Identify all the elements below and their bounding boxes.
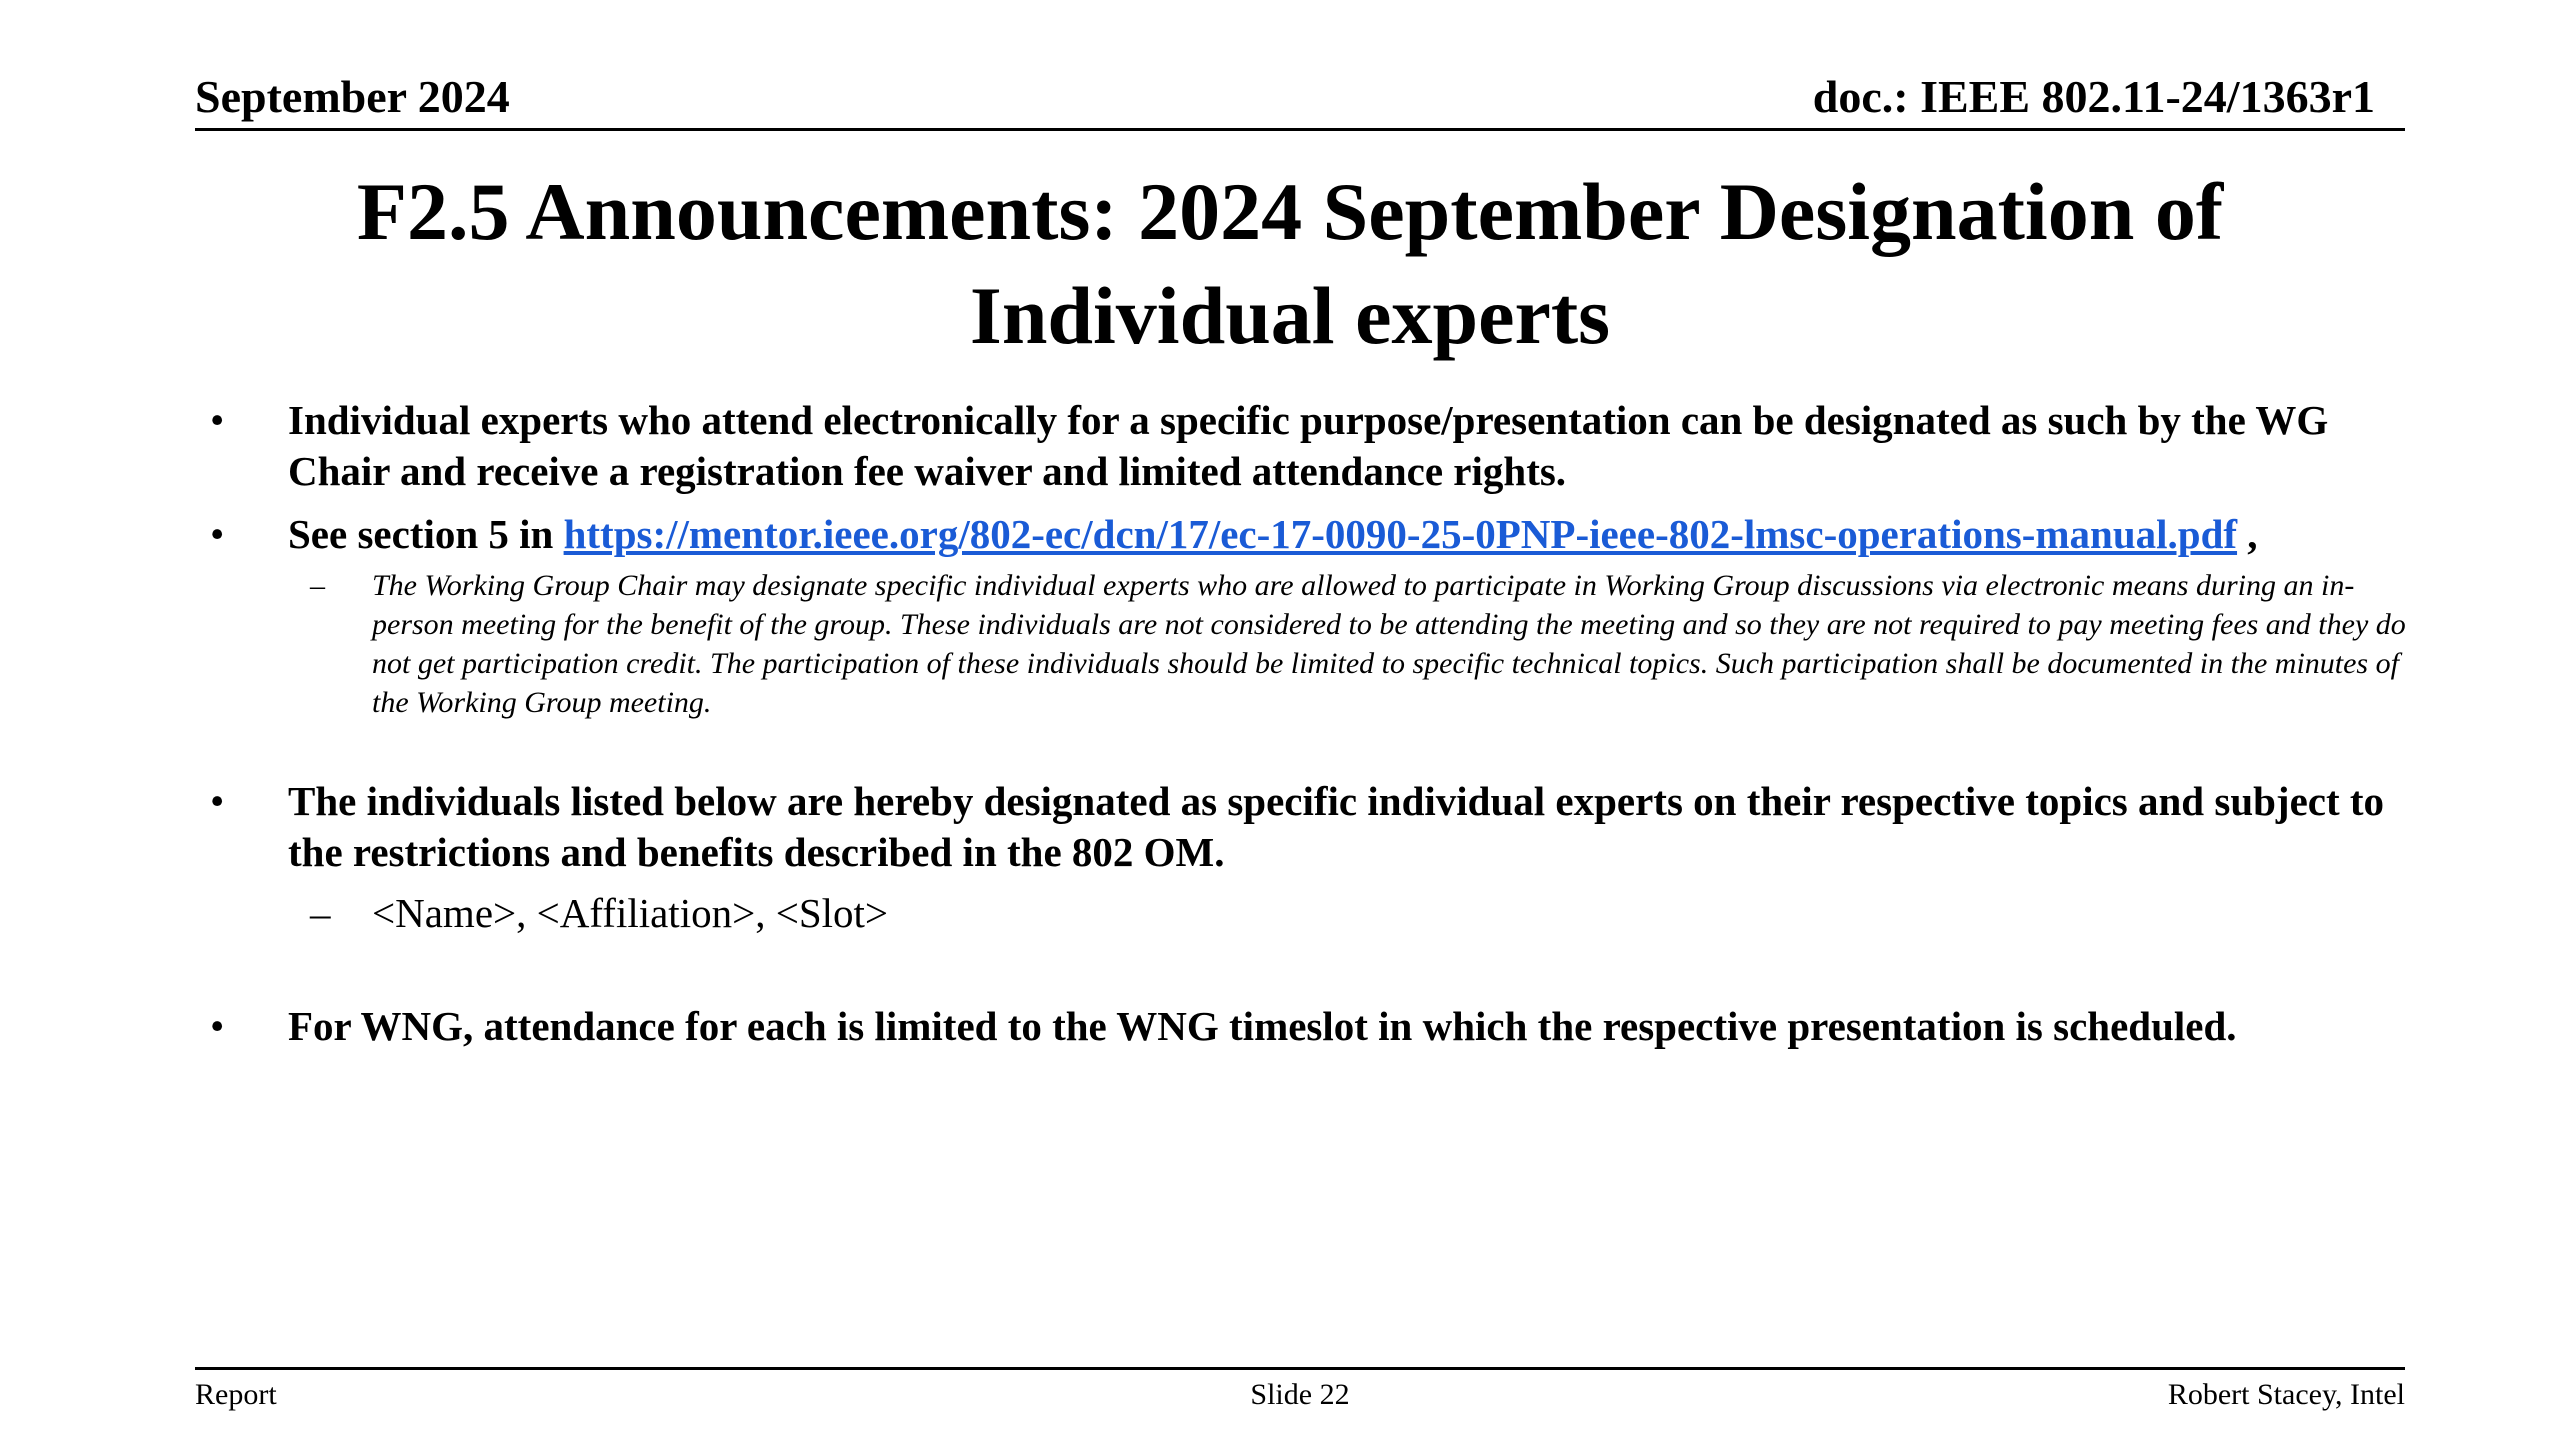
bullet-3-text: The individuals listed below are hereby designated as specific individual experts on their respective topics and subject to the restrictions and benefits described in the 802 OM. xyxy=(288,778,2385,875)
slide-content xyxy=(210,395,2410,1052)
bullet-dot: • xyxy=(210,397,225,443)
header-doc-id: doc.: IEEE 802.11-24/1363r1 xyxy=(1812,71,2375,122)
bullet-2-subitem xyxy=(210,566,2410,722)
bullet-3-sub-text: <Name>, <Affiliation>, <Slot> xyxy=(372,890,889,936)
bullet-2-suffix: , xyxy=(2237,511,2258,557)
footer-left: Report xyxy=(195,1378,277,1411)
bullet-4-text: For WNG, attendance for each is limited to the WNG timeslot in which the respective presentation is scheduled. xyxy=(288,1003,2237,1049)
bullet-1 xyxy=(210,395,2410,497)
bullet-2 xyxy=(210,509,2410,560)
bullet-dot: • xyxy=(210,511,225,557)
slide-number: Slide 22 xyxy=(1250,1378,1350,1411)
slide-title xyxy=(180,160,2400,368)
sub-dash: – xyxy=(310,890,331,936)
bullet-3-subitem xyxy=(210,888,2410,939)
bullet-dot: • xyxy=(210,778,225,824)
bullet-3 xyxy=(210,776,2410,878)
title-line-2: Individual experts xyxy=(969,270,1611,361)
sub-dash: – xyxy=(310,569,325,602)
bullet-2-prefix: See section 5 in xyxy=(288,511,564,557)
bullet-2-sub-text: The Working Group Chair may designate specific individual experts who are allowed to participate in Working Group discussions via electronic means during an in-person meeting for the benefit of the group. These individuals are not considered to be attending the meeting and so they are not required to pay meeting fees and they do not get participation credit. The participation of these individuals should be limited to specific technical topics. Such participation shall be documented in the minutes of the Working Group meeting. xyxy=(372,569,2406,719)
slide-header xyxy=(195,70,2405,131)
title-line-1: F2.5 Announcements: 2024 September Designation of xyxy=(356,166,2224,257)
footer-author: Robert Stacey, Intel xyxy=(2167,1378,2405,1411)
header-date: September 2024 xyxy=(195,71,510,122)
bullet-dot: • xyxy=(210,1003,225,1049)
bullet-1-text: Individual experts who attend electronically for a specific purpose/presentation can be designated as such by the WG Chair and receive a registration fee waiver and limited attendance rights. xyxy=(288,397,2329,494)
slide-footer xyxy=(195,1367,2405,1415)
bullet-4 xyxy=(210,1001,2410,1052)
operations-manual-link[interactable]: https://mentor.ieee.org/802-ec/dcn/17/ec-17-0090-25-0PNP-ieee-802-lmsc-operations-manual.pdf xyxy=(563,511,2238,557)
